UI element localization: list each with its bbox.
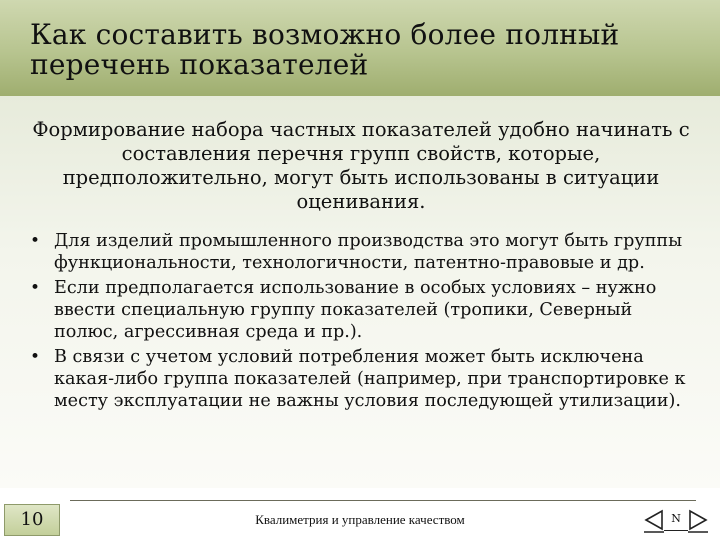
footer-divider — [70, 500, 696, 501]
arrow-right-icon — [688, 506, 710, 534]
footer-course-title: Квалиметрия и управление качеством — [255, 512, 465, 527]
previous-slide-button[interactable] — [642, 506, 664, 534]
arrow-left-icon — [642, 506, 664, 534]
slide-navigation — [642, 506, 712, 534]
bullet-dot-icon: • — [30, 347, 41, 367]
bullet-list — [28, 230, 696, 415]
bullet-text: Для изделий промышленного производства это могут быть группы функциональности, технологичности, патентно-правовые и др. — [54, 231, 683, 273]
page-number: 10 — [4, 504, 60, 536]
bullet-dot-icon: • — [30, 231, 41, 251]
next-slide-button[interactable] — [688, 506, 710, 534]
bullet-text: Если предполагается использование в особых условиях – нужно ввести специальную группу показателей (тропики, Северный полюс, агрессивная среда и пр.). — [54, 278, 657, 342]
navigation-label: N — [664, 508, 688, 531]
title-band — [0, 0, 720, 96]
bullet-item — [28, 277, 696, 343]
intro-paragraph: Формирование набора частных показателей удобно начинать с составления перечня групп свойств, которые, предположительно, могут быть использованы в ситуации оценивания. — [32, 118, 690, 213]
bullet-item — [28, 346, 696, 412]
bullet-dot-icon: • — [30, 278, 41, 298]
bullet-item — [28, 230, 696, 274]
slide-title: Как составить возможно более полный перечень показателей — [30, 18, 620, 81]
bullet-text: В связи с учетом условий потребления может быть исключена какая-либо группа показателей (например, при транспортировке к месту эксплуатации не важны условия последующей утилизации). — [54, 347, 686, 411]
